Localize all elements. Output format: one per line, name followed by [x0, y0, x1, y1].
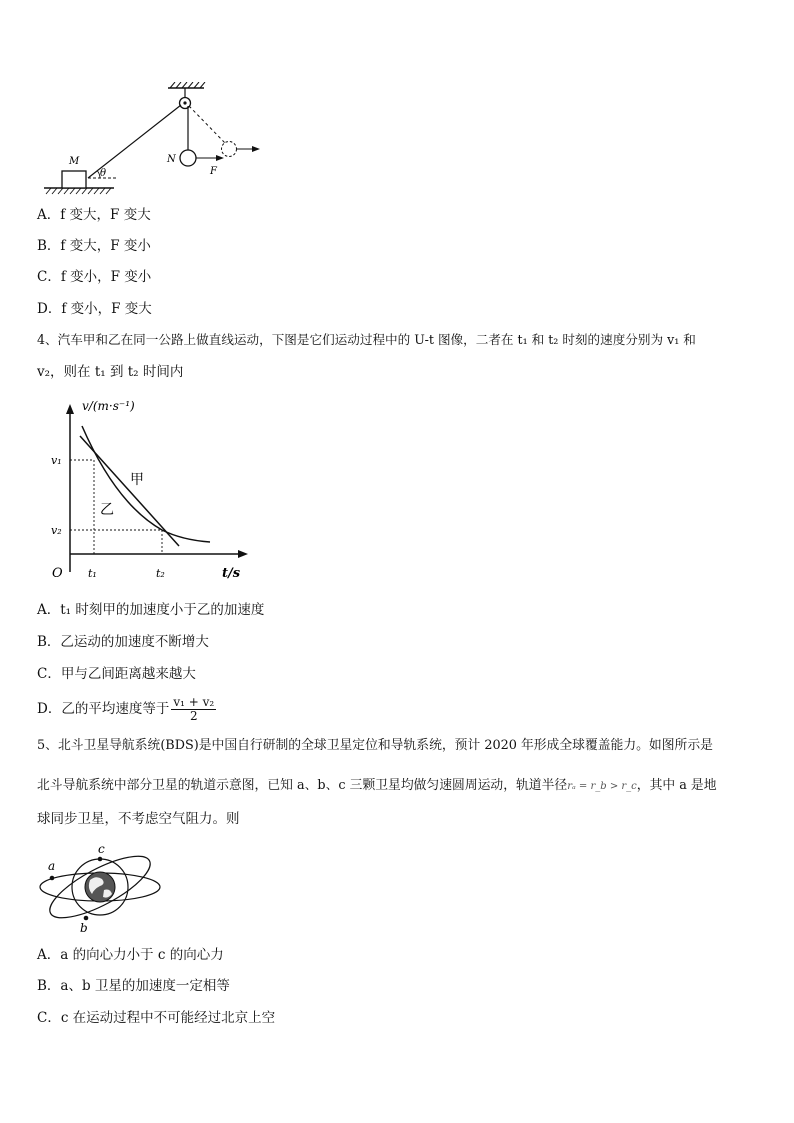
q4-choice-d-fraction	[171, 696, 216, 723]
q5-choice-a: A．a 的向心力小于 c 的向心力	[37, 947, 224, 963]
q4-choice-c: C．甲与乙间距离越来越大	[37, 666, 196, 682]
q5-choice-b: B．a、b 卫星的加速度一定相等	[37, 978, 230, 994]
q5-stem-line1: 5、北斗卫星导航系统(BDS)是中国自行研制的全球卫星定位和导轨系统，预计 2020 年形成全球覆盖能力。如图所示是	[37, 738, 713, 753]
q3-label-theta: θ	[100, 168, 107, 179]
q4-xlabel: t/s	[222, 566, 241, 581]
q3-force-figure	[38, 82, 278, 200]
q5-stem-line2	[37, 777, 717, 796]
q3-choice-c: C．f 变小，F 变小	[37, 269, 152, 285]
q4-choice-d-denominator: 2	[189, 709, 198, 723]
q4-stem-line2: v₂，则在 t₁ 到 t₂ 时间内	[37, 364, 184, 380]
q4-v2: v₂	[51, 524, 62, 537]
q5-stem-line2-a: 北斗导航系统中部分卫星的轨道示意图，已知 a、b、c 三颗卫星均做匀速圆周运动，轨道半径	[37, 778, 568, 793]
q4-vt-graph	[46, 396, 256, 586]
q5-choice-c: C．c 在运动过程中不可能经过北京上空	[37, 1010, 276, 1026]
q4-choice-b: B．乙运动的加速度不断增大	[37, 634, 209, 650]
q4-choice-a: A．t₁ 时刻甲的加速度小于乙的加速度	[37, 602, 265, 618]
q5-stem-line2-b: ，其中 a 是地	[636, 778, 717, 793]
q3-choice-a: A．f 变大，F 变大	[37, 207, 151, 223]
q4-t1: t₁	[88, 567, 97, 580]
q5-label-a: a	[48, 859, 56, 873]
q3-label-N: N	[167, 154, 176, 165]
q5-label-b: b	[80, 921, 88, 934]
q4-t2: t₂	[156, 567, 165, 580]
q4-stem-line1: 4、汽车甲和乙在同一公路上做直线运动，下图是它们运动过程中的 U-t 图像，二者在 t₁ 和 t₂ 时刻的速度分别为 v₁ 和	[37, 332, 696, 347]
q5-radius-formula: rₐ = r_b > r_c	[567, 781, 637, 792]
q4-choice-d-prefix: D．乙的平均速度等于	[37, 701, 170, 717]
q5-label-c: c	[98, 842, 105, 856]
q4-curve-jia: 甲	[130, 472, 144, 488]
q4-choice-d-numerator: v₁ + v₂	[173, 695, 215, 709]
q4-v1: v₁	[51, 454, 62, 467]
q3-choice-d: D．f 变小，F 变大	[37, 301, 152, 317]
q4-curve-yi: 乙	[100, 502, 114, 518]
q4-origin: O	[52, 566, 63, 581]
q4-choice-d	[37, 694, 216, 724]
q5-stem-line3: 球同步卫星，不考虑空气阻力。则	[37, 811, 240, 827]
q5-orbit-figure	[36, 842, 166, 934]
q3-label-F: F	[210, 166, 217, 177]
q3-label-M: M	[69, 156, 80, 167]
q3-choice-b: B．f 变大，F 变小	[37, 238, 151, 254]
q4-ylabel: v/(m·s⁻¹)	[82, 399, 135, 413]
